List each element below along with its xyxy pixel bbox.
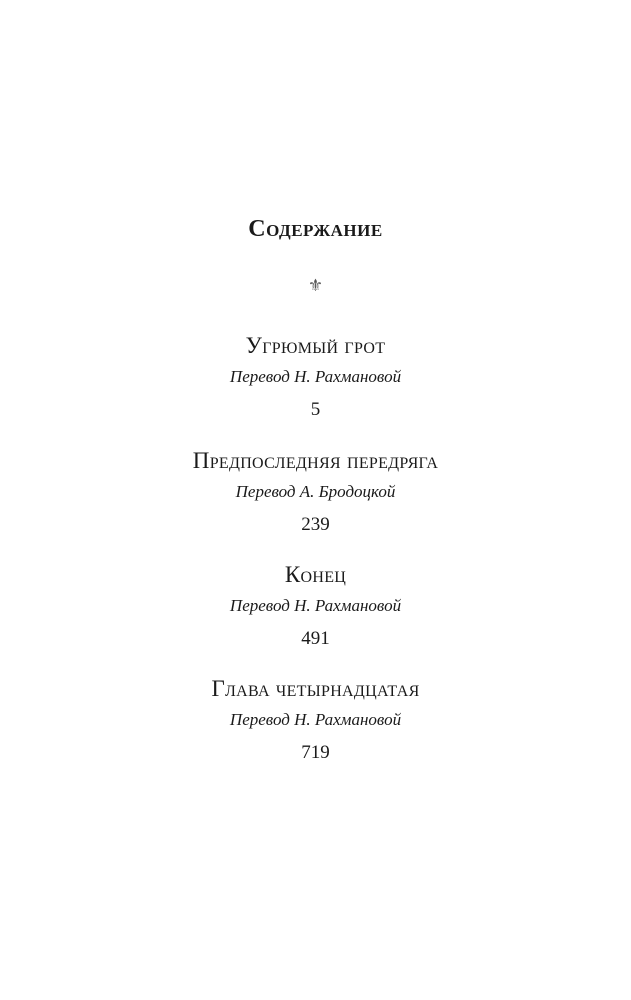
toc-entry xyxy=(0,561,631,651)
entry-page-number: 5 xyxy=(310,399,321,420)
fleuron-ornament-icon: ⚜ xyxy=(307,276,324,295)
entry-title: Предпоследняя передряга xyxy=(192,448,439,473)
entry-translator: Перевод Н. Рахмановой xyxy=(229,710,402,729)
contents-heading: Содержание xyxy=(248,216,383,242)
entry-title: Конец xyxy=(284,562,347,587)
toc-entry xyxy=(0,332,631,422)
entry-page-number: 239 xyxy=(301,514,330,535)
entry-page-number: 719 xyxy=(301,742,330,763)
entry-translator: Перевод Н. Рахмановой xyxy=(229,596,402,615)
entry-translator: Перевод А. Бродоцкой xyxy=(235,482,396,501)
toc-entry xyxy=(0,447,631,537)
toc-entry xyxy=(0,675,631,765)
entry-title: Угрюмый грот xyxy=(245,333,386,358)
entry-translator: Перевод Н. Рахмановой xyxy=(229,367,402,386)
entry-title: Глава четырнадцатая xyxy=(211,676,420,701)
entry-page-number: 491 xyxy=(301,628,330,649)
